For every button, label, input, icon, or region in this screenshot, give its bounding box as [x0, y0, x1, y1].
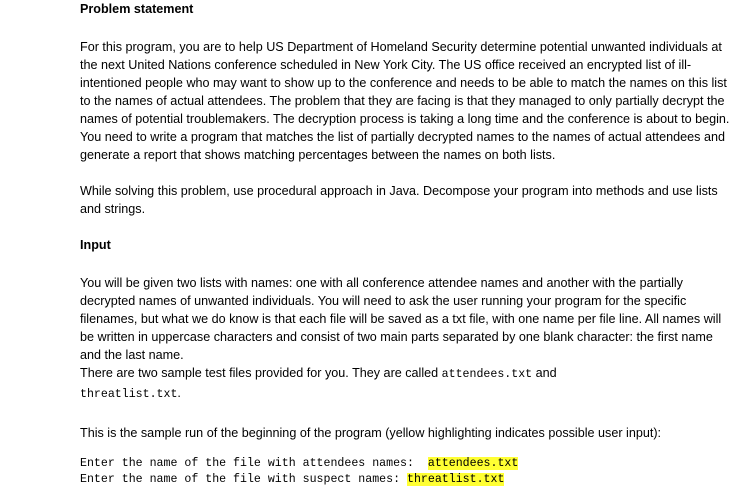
spacer	[80, 164, 730, 182]
sample-files-prefix: There are two sample test files provided for you. They are called	[80, 366, 442, 380]
spacer	[80, 18, 730, 36]
suspects-prompt: Enter the name of the file with suspect names:	[80, 473, 407, 486]
problem-statement-heading: Problem statement	[80, 2, 194, 16]
sample-run-line-2	[80, 472, 730, 488]
spacer	[80, 404, 730, 422]
spacer	[80, 442, 730, 456]
sample-run-paragraph: This is the sample run of the beginning of the program (yellow highlighting indicates possible user input):	[80, 426, 662, 440]
sample-files-and: and	[532, 366, 557, 380]
problem-statement-paragraph: For this program, you are to help US Department of Homeland Security determine potential unwanted individuals at the next United Nations conference scheduled in New York City. The US office received an encrypted list of ill-intentioned people who may want to show up to the conference and needs to be able to match the names on this list to the names of actual attendees. The problem that they are facing is that they managed to only partially decrypt the names of potential troublemakers. The decryption process is taking a long time and the conference is about to begin. You need to write a program that matches the list of partially decrypted names to the names of actual attendees and generate a report that shows matching percentages between the names on both lists.	[80, 40, 730, 162]
attendees-filename: attendees.txt	[441, 368, 533, 381]
threatlist-filename: threatlist.txt	[80, 388, 178, 401]
spacer	[80, 218, 730, 236]
approach-paragraph: While solving this problem, use procedural approach in Java. Decompose your program into methods and use lists and strings.	[80, 184, 718, 216]
spacer	[80, 254, 730, 272]
input-paragraph: You will be given two lists with names: one with all conference attendee names and another with the partially decrypted names of unwanted individuals. You will need to ask the user running your program for the specific filenames, but what we do know is that each file will be saved as a txt file, with one name per file line. All names will be written in uppercase characters and consist of two main parts separated by one blank character: the first name and the last name.	[80, 276, 722, 362]
document-body	[80, 0, 730, 488]
sample-run-console	[80, 456, 730, 488]
sample-run-line-1	[80, 456, 730, 472]
suspects-user-input: threatlist.txt	[407, 473, 505, 486]
attendees-user-input: attendees.txt	[427, 457, 519, 470]
sample-files-paragraph	[80, 364, 730, 404]
attendees-prompt: Enter the name of the file with attendees names:	[80, 457, 428, 470]
sample-files-suffix: .	[177, 386, 181, 400]
input-heading: Input	[80, 238, 111, 252]
